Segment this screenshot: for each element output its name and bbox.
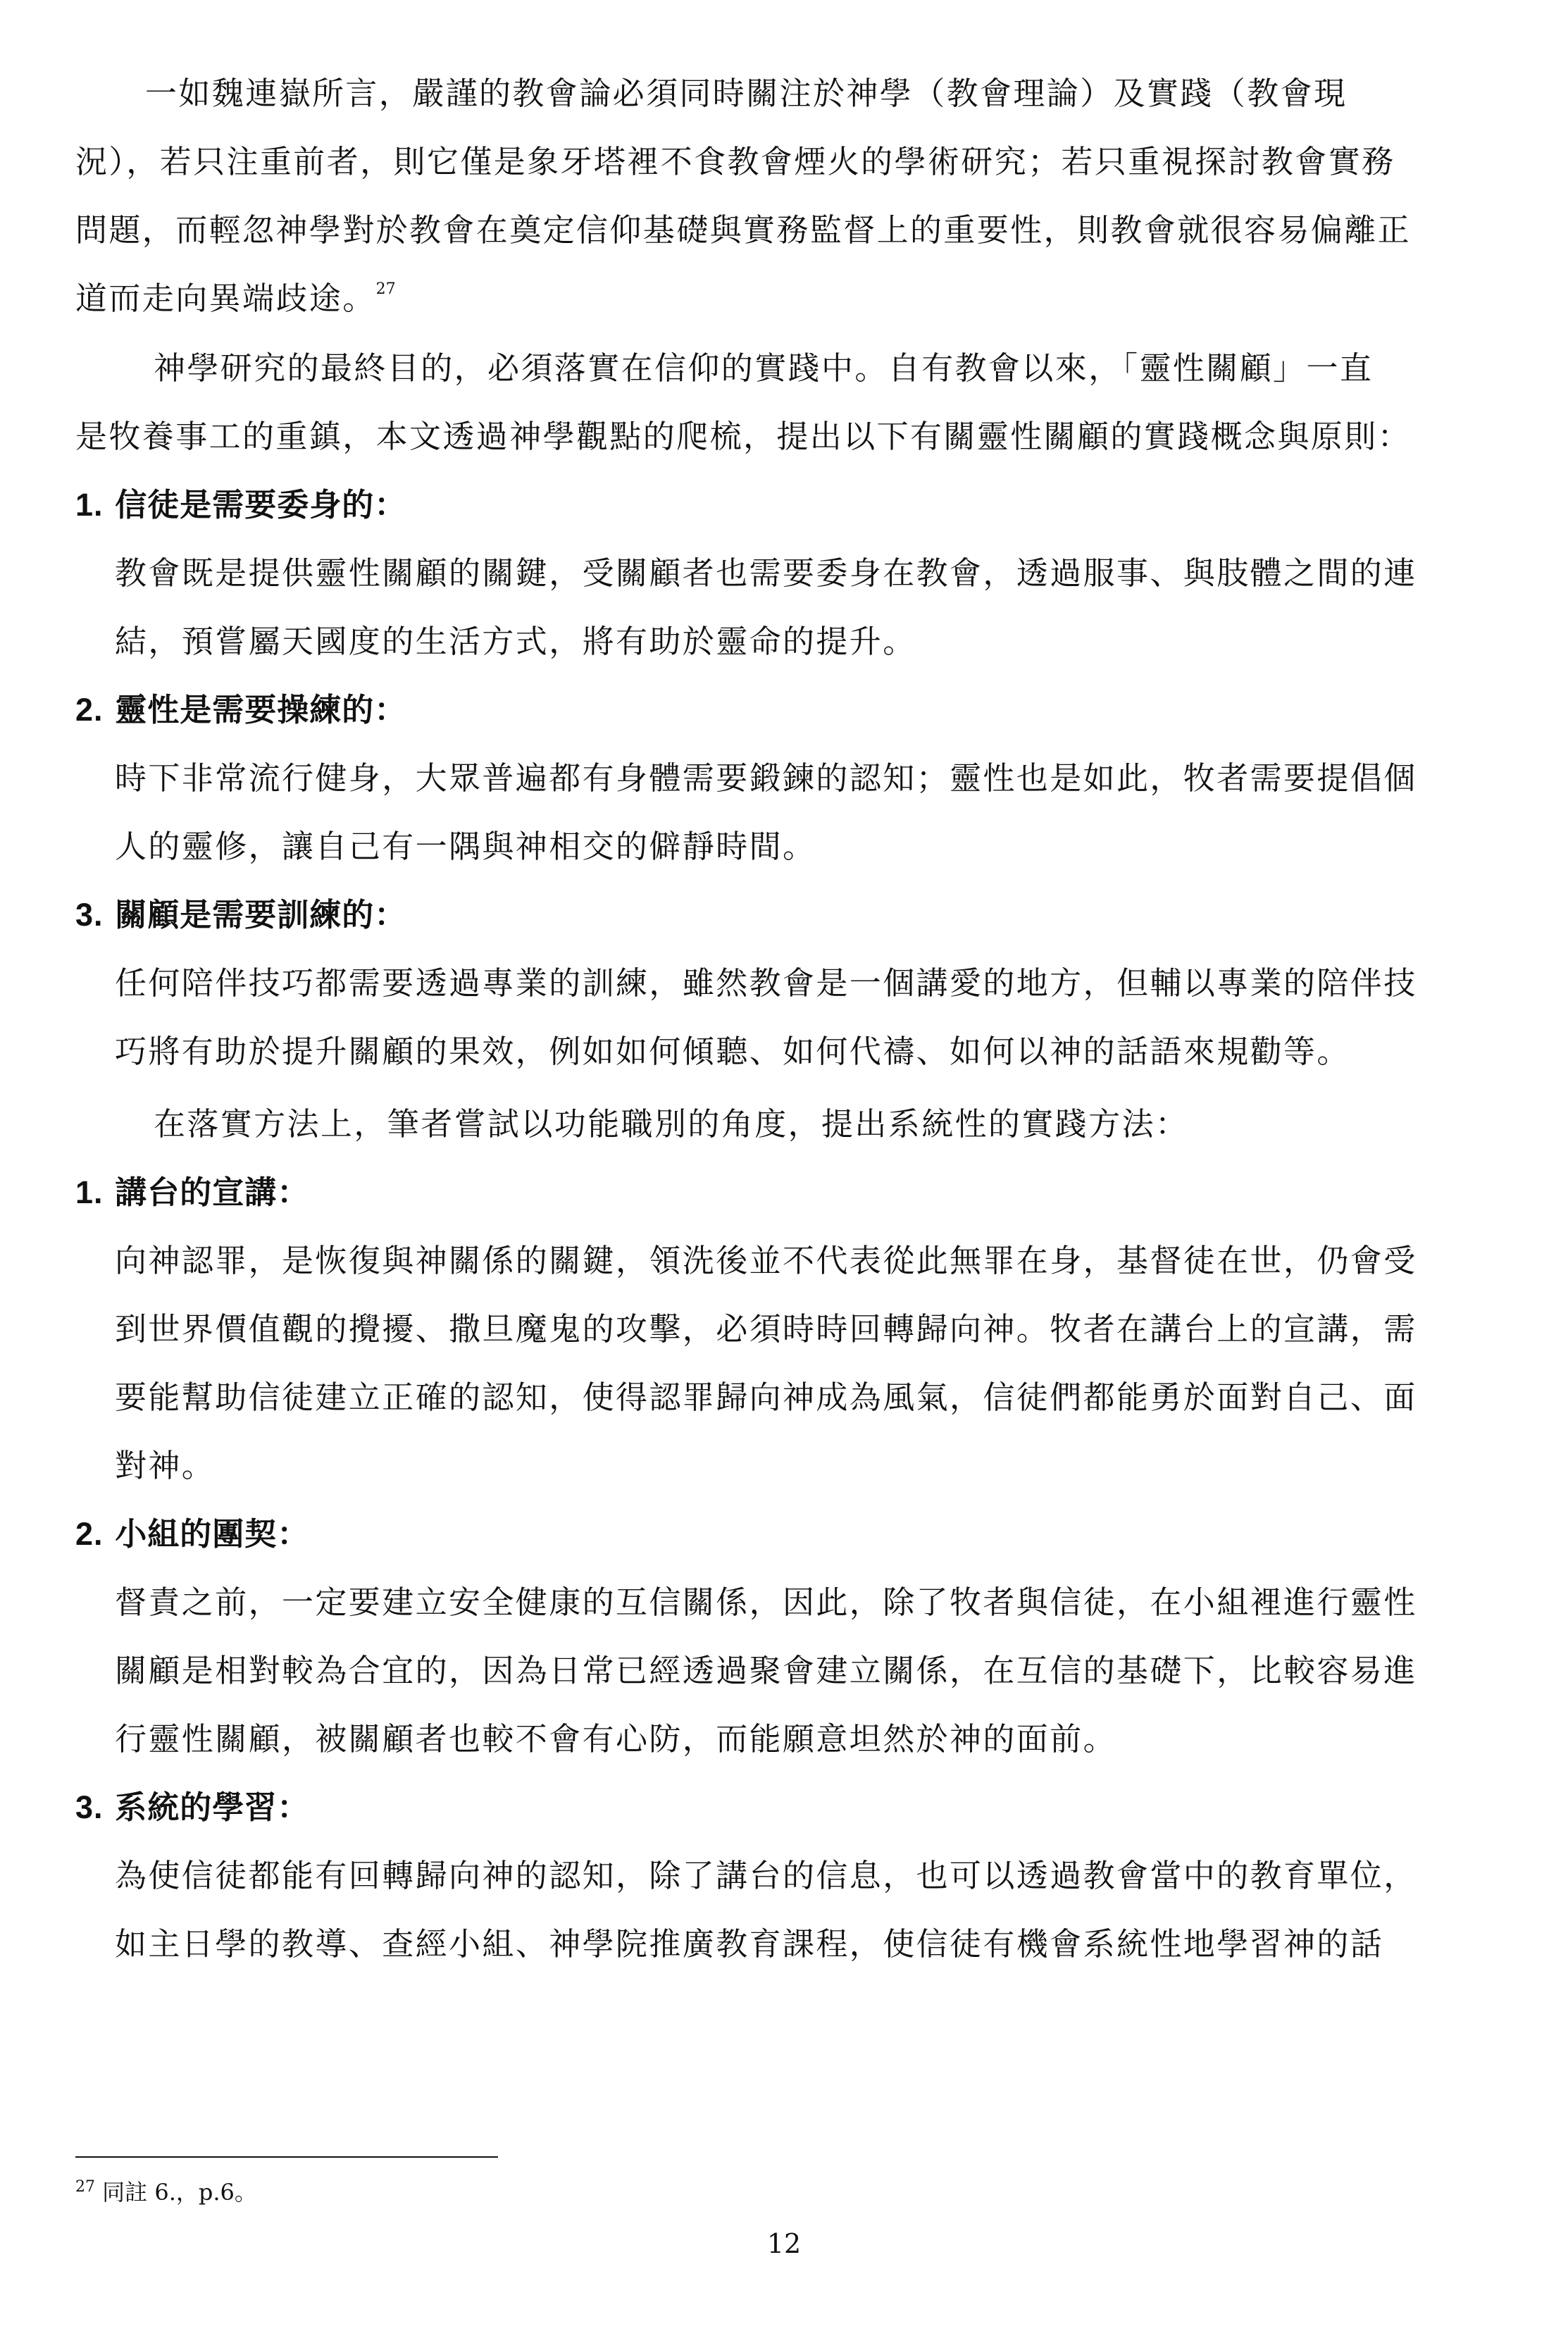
footnote-reference[interactable]: 27	[375, 280, 396, 298]
method-title: 系統的學習：	[115, 1789, 310, 1826]
body-text-line: 關顧是相對較為合宜的，因為日常已經透過聚會建立關係，在互信的基礎下，比較容易進	[115, 1652, 1417, 1689]
body-text-line: 到世界價值觀的攪擾、撒旦魔鬼的攻擊，必須時時回轉歸向神。牧者在講台上的宣講，需	[115, 1310, 1417, 1348]
body-text-line: 在落實方法上，筆者嘗試以功能職別的角度，提出系統性的實踐方法：	[154, 1105, 1189, 1143]
footnote-separator	[75, 2156, 498, 2158]
principle-title: 關顧是需要訓練的：	[115, 896, 407, 933]
body-text-line: 問題，而輕忽神學對於教會在奠定信仰基礎與實務監督上的重要性，則教會就很容易偏離正	[75, 211, 1412, 249]
principle-number: 1.	[75, 487, 104, 523]
footnote-text: 同註 6.，p.6。	[95, 2179, 257, 2206]
body-text-line: 況），若只注重前者，則它僅是象牙塔裡不食教會煙火的學術研究；若只重視探討教會實務	[75, 143, 1395, 180]
body-text-line: 教會既是提供靈性關顧的關鍵，受關顧者也需要委身在教會，透過服事、與肢體之間的連	[115, 554, 1417, 592]
body-text-line: 督責之前，一定要建立安全健康的互信關係，因此，除了牧者與信徒，在小組裡進行靈性	[115, 1584, 1417, 1621]
body-text-line: 為使信徒都能有回轉歸向神的認知，除了講台的信息，也可以透過教會當中的教育單位，	[115, 1857, 1417, 1894]
body-text-line: 是牧養事工的重鎮，本文透過神學觀點的爬梳，提出以下有關靈性關顧的實踐概念與原則：	[75, 418, 1412, 455]
body-text-line: 結，預嘗屬天國度的生活方式，將有助於靈命的提升。	[115, 623, 916, 660]
principle-number: 3.	[75, 897, 104, 933]
footnote	[75, 2177, 257, 2208]
principle-heading	[75, 894, 406, 936]
method-title: 講台的宣講：	[115, 1174, 310, 1211]
body-text-line: 人的靈修，讓自己有一隅與神相交的僻靜時間。	[115, 828, 816, 865]
body-text-line: 對神。	[115, 1447, 216, 1484]
body-text-line: 如主日學的教導、查經小組、神學院推廣教育課程，使信徒有機會系統性地學習神的話	[115, 1925, 1384, 1963]
body-text-line: 行靈性關顧，被關顧者也較不會有心防，而能願意坦然於神的面前。	[115, 1720, 1117, 1758]
body-text-line: 任何陪伴技巧都需要透過專業的訓練，雖然教會是一個講愛的地方，但輔以專業的陪伴技	[115, 964, 1417, 1002]
method-number: 3.	[75, 1789, 104, 1825]
footnote-number: 27	[75, 2178, 95, 2196]
principle-heading	[75, 689, 406, 731]
principle-number: 2.	[75, 692, 104, 728]
method-heading	[75, 1786, 309, 1829]
principle-title: 靈性是需要操練的：	[115, 691, 407, 728]
method-number: 1.	[75, 1174, 104, 1210]
method-heading	[75, 1513, 309, 1555]
body-text-line: 神學研究的最終目的，必須落實在信仰的實踐中。自有教會以來，「靈性關顧」一直	[154, 349, 1374, 387]
body-text-line	[75, 278, 396, 320]
body-text-line: 巧將有助於提升關顧的果效，例如如何傾聽、如何代禱、如何以神的話語來規勸等。	[115, 1033, 1350, 1070]
body-text-line: 向神認罪，是恢復與神關係的關鍵，領洗後並不代表從此無罪在身，基督徒在世，仍會受	[115, 1242, 1417, 1279]
method-heading	[75, 1171, 309, 1214]
page-number: 12	[766, 2228, 802, 2259]
body-text-segment: 道而走向異端歧途。	[75, 280, 376, 317]
body-text-line: 一如魏連嶽所言，嚴謹的教會論必須同時關注於神學（教會理論）及實踐（教會現	[145, 75, 1348, 112]
method-number: 2.	[75, 1516, 104, 1552]
principle-title: 信徒是需要委身的：	[115, 486, 407, 523]
body-text-line: 時下非常流行健身，大眾普遍都有身體需要鍛鍊的認知；靈性也是如此，牧者需要提倡個	[115, 759, 1417, 797]
body-text-line: 要能幫助信徒建立正確的認知，使得認罪歸向神成為風氣，信徒們都能勇於面對自己、面	[115, 1379, 1417, 1416]
principle-heading	[75, 484, 406, 526]
method-title: 小組的團契：	[115, 1515, 310, 1553]
